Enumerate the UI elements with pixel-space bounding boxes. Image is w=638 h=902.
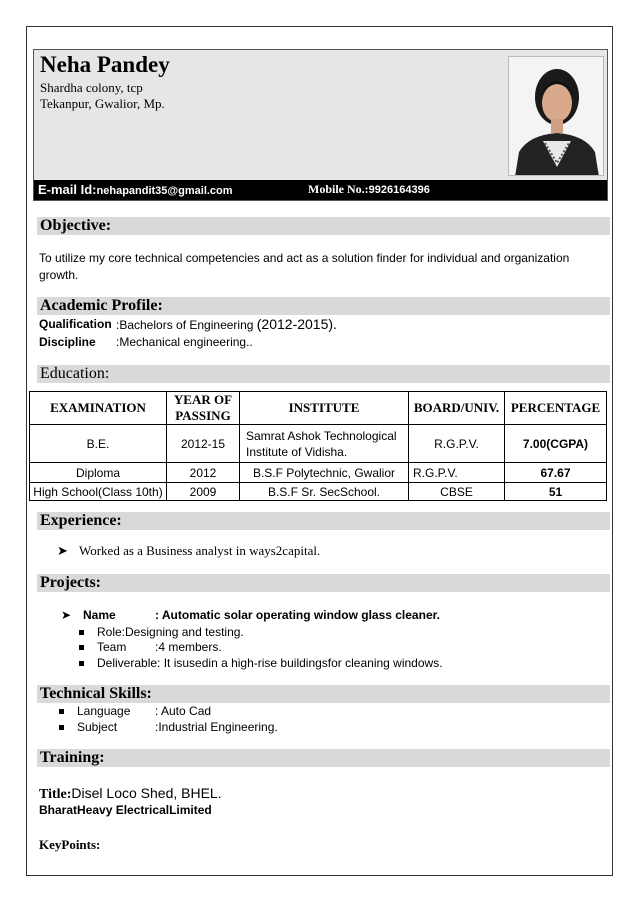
column-board: BOARD/UNIV. — [409, 392, 505, 425]
cell-year: 2009 — [167, 483, 240, 501]
cell-exam: B.E. — [30, 425, 167, 463]
cell-institute: B.S.F Polytechnic, Gwalior — [240, 463, 409, 483]
profile-photo-image — [509, 57, 604, 176]
cell-institute: Samrat Ashok Technological Institute of Vidisha. — [240, 425, 409, 463]
training-title-label: Title: — [39, 787, 72, 802]
list-item — [59, 703, 211, 720]
project-role-value: Designing and testing. — [125, 625, 244, 639]
mobile-number: 9926164396 — [368, 184, 430, 196]
training-title-value: Disel Loco Shed, BHEL. — [71, 785, 222, 801]
skill-label: Language — [77, 704, 131, 718]
column-institute: INSTITUTE — [240, 392, 409, 425]
email-address: nehapandit35@gmail.com — [96, 185, 233, 197]
education-table-header — [30, 392, 607, 425]
training-organization: BharatHeavy ElectricalLimited — [39, 803, 212, 817]
training-title — [39, 785, 222, 803]
cell-board: R.G.P.V. — [409, 463, 505, 483]
cell-year: 2012-15 — [167, 425, 240, 463]
list-item — [79, 639, 222, 656]
project-role-label: Role: — [97, 625, 126, 639]
experience-item-text: Worked as a Business analyst in ways2capital. — [79, 543, 321, 558]
square-bullet-icon — [79, 630, 84, 635]
square-bullet-icon — [59, 709, 64, 714]
cell-percentage: 51 — [505, 483, 607, 501]
table-row — [30, 483, 607, 501]
resume-page — [26, 26, 613, 876]
project-name-value: : Automatic solar operating window glass cleaner. — [155, 608, 440, 622]
technical-skills-heading: Technical Skills: — [37, 685, 610, 703]
projects-heading: Projects: — [37, 574, 610, 592]
qualification-label: Qualification — [39, 317, 112, 331]
skill-value: :Industrial Engineering. — [155, 720, 278, 734]
skill-label: Subject — [77, 720, 118, 734]
profile-photo — [508, 56, 604, 176]
objective-text: To utilize my core technical competencies and act as a solution finder for individual and organization growth. — [39, 251, 570, 282]
training-heading: Training: — [37, 749, 610, 767]
candidate-name: Neha Pandey — [40, 52, 170, 77]
list-item — [59, 719, 278, 736]
project-team-value: :4 members. — [155, 640, 222, 654]
list-item — [57, 542, 320, 559]
column-year-of-passing: YEAR OF PASSING — [167, 392, 240, 425]
email-label: E-mail Id: — [38, 182, 97, 197]
project-name-row — [61, 607, 440, 624]
discipline-label: Discipline — [39, 335, 96, 349]
table-row — [30, 425, 607, 463]
contact-bar — [34, 180, 607, 200]
cell-percentage: 67.67 — [505, 463, 607, 483]
column-examination: EXAMINATION — [30, 392, 167, 425]
cell-exam: High School(Class 10th) — [30, 483, 167, 501]
cell-percentage: 7.00(CGPA) — [505, 425, 607, 463]
address-line-2: Tekanpur, Gwalior, Mp. — [40, 96, 165, 111]
square-bullet-icon — [79, 661, 84, 666]
education-table — [29, 391, 607, 501]
experience-heading: Experience: — [37, 512, 610, 530]
arrow-bullet-icon: ➤ — [61, 608, 72, 622]
qualification-years: (2012-2015). — [256, 316, 337, 332]
project-deliverable-label: Deliverable: — [97, 656, 161, 670]
square-bullet-icon — [79, 645, 84, 650]
cell-board: CBSE — [409, 483, 505, 501]
address-line-1: Shardha colony, tcp — [40, 80, 143, 95]
qualification-value: :Bachelors of Engineering (2012-2015). — [116, 316, 337, 332]
project-deliverable-value: It isusedin a high-rise buildingsfor cleaning windows. — [160, 656, 443, 670]
square-bullet-icon — [59, 725, 64, 730]
cell-exam: Diploma — [30, 463, 167, 483]
discipline-value: :Mechanical engineering.. — [116, 335, 253, 349]
arrow-bullet-icon: ➤ — [57, 543, 68, 558]
cell-board: R.G.P.V. — [409, 425, 505, 463]
objective-heading: Objective: — [37, 217, 610, 235]
cell-year: 2012 — [167, 463, 240, 483]
project-team-label: Team — [97, 640, 127, 654]
cell-institute: B.S.F Sr. SecSchool. — [240, 483, 409, 501]
resume-header — [33, 49, 608, 201]
academic-profile-heading: Academic Profile: — [37, 297, 610, 315]
table-row — [30, 463, 607, 483]
mobile-label: Mobile No.: — [308, 182, 369, 196]
project-name-label: Name — [83, 608, 116, 622]
training-keypoints-label: KeyPoints: — [39, 837, 101, 852]
list-item — [79, 655, 443, 672]
education-heading: Education: — [37, 365, 610, 383]
skill-value: : Auto Cad — [155, 704, 212, 718]
column-percentage: PERCENTAGE — [505, 392, 607, 425]
